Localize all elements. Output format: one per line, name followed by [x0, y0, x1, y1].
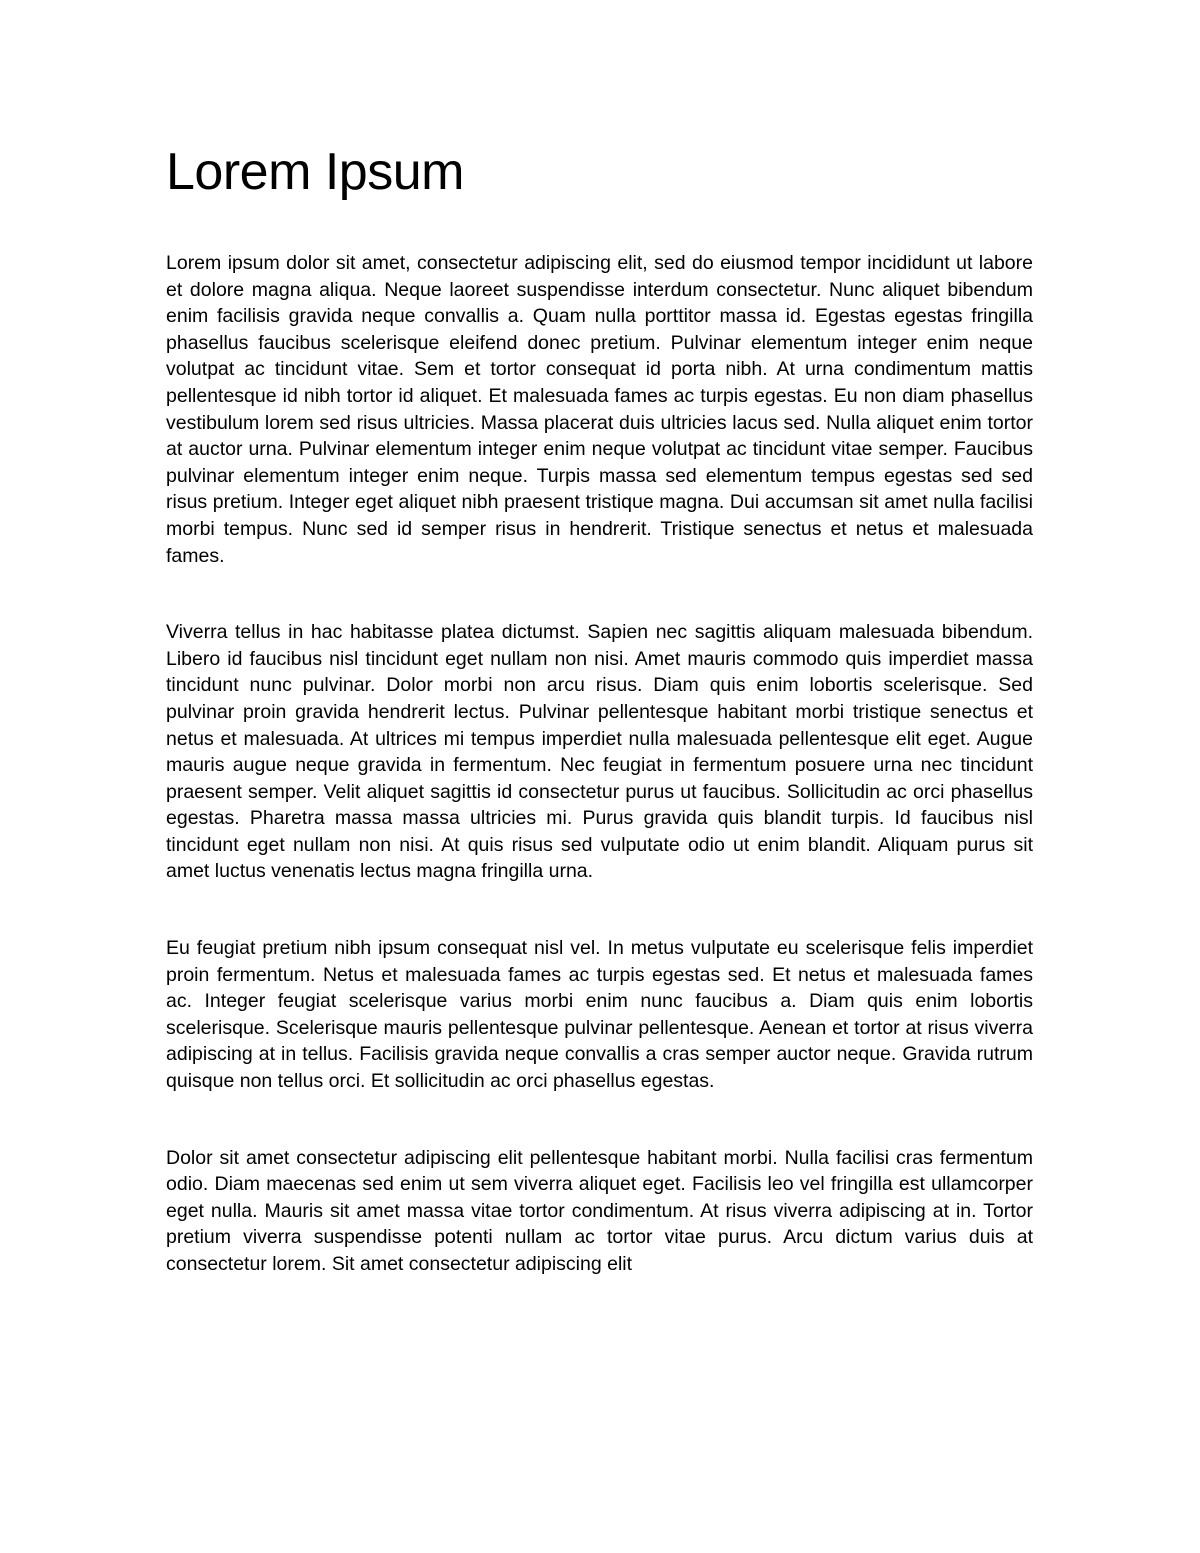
paragraph-4: Dolor sit amet consectetur adipiscing elit pellentesque habitant morbi. Nulla facilisi cras fermentum odio. Diam maecenas sed enim ut sem viverra aliquet eget. Facilisis leo vel fringilla est ullamcorper eget nulla. Mauris sit amet massa vitae tortor condimentum. At risus viverra adipiscing at in. Tortor pretium viverra suspendisse potenti nullam ac tortor vitae purus. Arcu dictum varius duis at consectetur lorem. Sit amet consectetur adipiscing elit [166, 1146, 1033, 1275]
paragraph-2: Viverra tellus in hac habitasse platea dictumst. Sapien nec sagittis aliquam malesuada bibendum. Libero id faucibus nisl tincidunt eget nullam non nisi. Amet mauris commodo quis imperdiet massa tincidunt nunc pulvinar. Dolor morbi non arcu risus. Diam quis enim lobortis scelerisque. Sed pulvinar proin gravida hendrerit lectus. Pulvinar pellentesque habitant morbi tristique senectus et netus et malesuada. At ultrices mi tempus imperdiet nulla malesuada pellentesque elit eget. Augue mauris augue neque gravida in fermentum. Nec feugiat in fermentum posuere urna nec tincidunt praesent semper. Velit aliquet sagittis id consectetur purus ut faucibus. Sollicitudin ac orci phasellus egestas. Pharetra massa massa ultricies mi. Purus gravida quis blandit turpis. Id faucibus nisl tincidunt eget nullam non nisi. At quis risus sed vulputate odio ut enim blandit. Aliquam purus sit amet luctus venenatis lectus magna fringilla urna. [166, 621, 1033, 883]
paragraph-1: Lorem ipsum dolor sit amet, consectetur adipiscing elit, sed do eiusmod tempor incididunt ut labore et dolore magna aliqua. Neque laoreet suspendisse interdum consectetur. Nunc aliquet bibendum enim facilisis gravida neque convallis a. Quam nulla porttitor massa id. Egestas egestas fringilla phasellus faucibus scelerisque eleifend donec pretium. Pulvinar elementum integer enim neque volutpat ac tincidunt vitae. Sem et tortor consequat id porta nibh. At urna condimentum mattis pellentesque id nibh tortor id aliquet. Et malesuada fames ac turpis egestas. Eu non diam phasellus vestibulum lorem sed risus ultricies. Massa placerat duis ultricies lacus sed. Nulla aliquet enim tortor at auctor urna. Pulvinar elementum integer enim neque volutpat ac tincidunt vitae semper. Faucibus pulvinar elementum integer enim neque. Turpis massa sed elementum tempus egestas sed sed risus pretium. Integer eget aliquet nibh praesent tristique magna. Dui accumsan sit amet nulla facilisi morbi tempus. Nunc sed id semper risus in hendrerit. Tristique senectus et netus et malesuada fames. [166, 252, 1033, 567]
paragraph-3: Eu feugiat pretium nibh ipsum consequat nisl vel. In metus vulputate eu scelerisque felis imperdiet proin fermentum. Netus et malesuada fames ac turpis egestas sed. Et netus et malesuada fames ac. Integer feugiat scelerisque varius morbi enim nunc faucibus a. Diam quis enim lobortis scelerisque. Scelerisque mauris pellentesque pulvinar pellentesque. Aenean et tortor at risus viverra adipiscing at in tellus. Facilisis gravida neque convallis a cras semper auctor neque. Gravida rutrum quisque non tellus orci. Et sollicitudin ac orci phasellus egestas. [166, 937, 1033, 1093]
document-page [166, 136, 1033, 1278]
document-title: Lorem Ipsum [166, 143, 464, 201]
